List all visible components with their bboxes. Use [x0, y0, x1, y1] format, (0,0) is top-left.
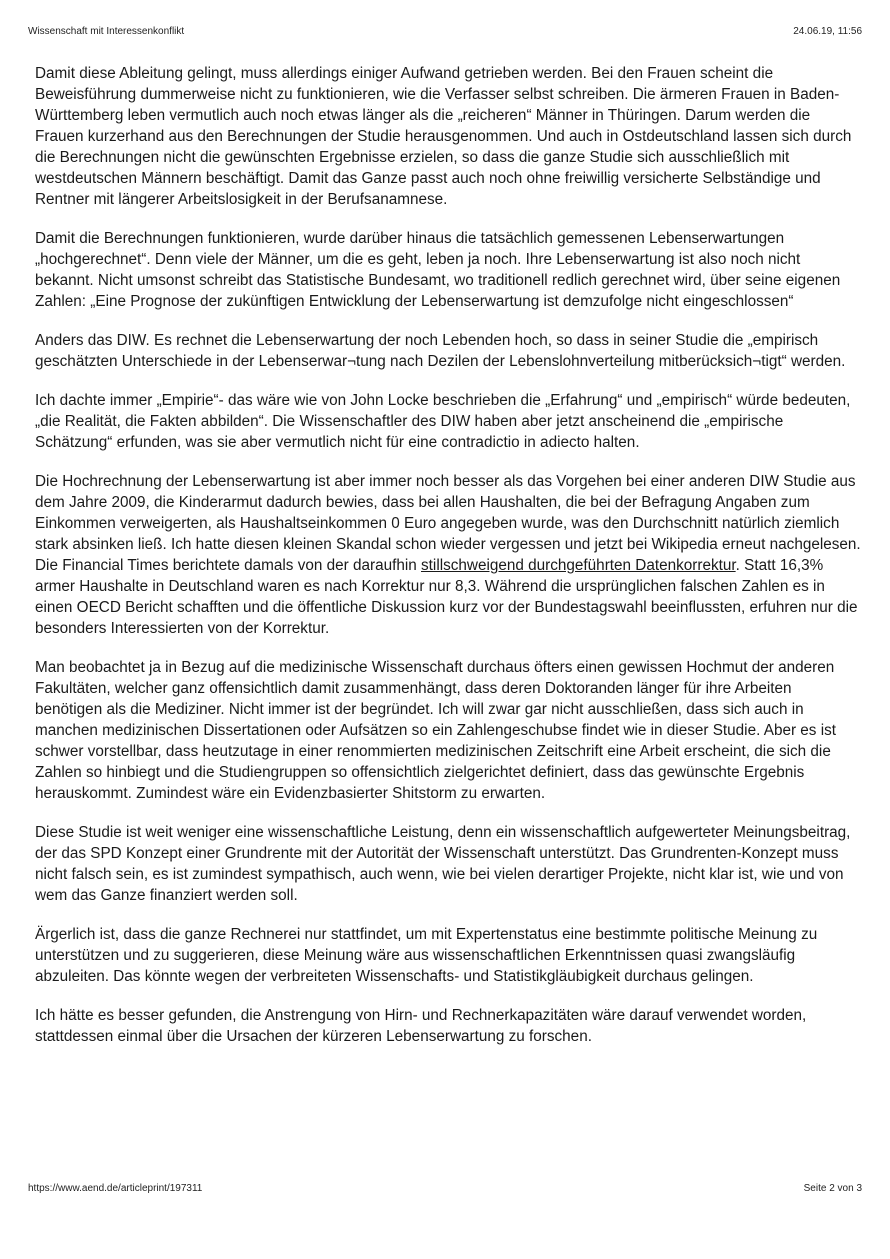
datenkorrektur-link[interactable]: stillschweigend durchgeführten Datenkorrektur: [421, 557, 736, 574]
page-number: Seite 2 von 3: [803, 1183, 862, 1194]
print-footer: [28, 1183, 862, 1197]
paragraph-7: Diese Studie ist weit weniger eine wissenschaftliche Leistung, denn ein wissenschaftlich aufgewerteter Meinungsbeitrag, der das SPD Konzept einer Grundrente mit der Autorität der Wissenschaft unterstützt. Das Grundrenten-Konzept muss nicht falsch sein, es ist zumindest sympathisch, auch wenn, wie bei vielen derartiger Projekte, nicht klar ist, wie und von wem das Ganze finanziert werden soll.: [35, 824, 851, 904]
document-title: Wissenschaft mit Interessenkonflikt: [28, 26, 185, 37]
paragraph-1: Damit diese Ableitung gelingt, muss allerdings einiger Aufwand getrieben werden. Bei den Frauen scheint die Beweisführung dummerweise nicht zu funktionieren, wie die Verfasser selbst schreiben. Die ärmeren Frauen in Baden-Württemberg leben vermutlich auch noch etwas länger als die „reicheren“ Männer in Thüringen. Darum werden die Frauen kurzerhand aus den Berechnungen der Studie herausgenommen. Und auch in Ostdeutschland lassen sich durch die Berechnungen nicht die gewünschten Ergebnisse erzielen, so dass die ganze Studie sich ausschließlich mit westdeutschen Männern beschäftigt. Damit das Ganze passt auch noch ohne freiwillig versicherte Selbständige und Rentner mit längerer Arbeitslosigkeit in der Berufsanamnese.: [35, 65, 852, 208]
paragraph-9: Ich hätte es besser gefunden, die Anstrengung von Hirn- und Rechnerkapazitäten wäre darauf verwendet worden, stattdessen einmal über die Ursachen der kürzeren Lebenserwartung zu forschen.: [35, 1007, 807, 1045]
paragraph-3: Anders das DIW. Es rechnet die Lebenserwartung der noch Lebenden hoch, so dass in seiner Studie die „empirisch geschätzten Unterschiede in der Lebenserwar¬tung nach Dezilen der Lebenslohnverteilung mitberücksich¬tigt“ werden.: [35, 332, 846, 370]
paragraph-5: [35, 471, 861, 639]
print-header: [28, 26, 862, 40]
print-datetime: 24.06.19, 11:56: [793, 26, 862, 37]
paragraph-8: Ärgerlich ist, dass die ganze Rechnerei nur stattfindet, um mit Expertenstatus eine bestimmte politische Meinung zu unterstützen und zu suggerieren, diese Meinung wäre aus wissenschaftlichen Erkenntnissen quasi zwangsläufig abzuleiten. Das könnte wegen der verbreiteten Wissenschafts- und Statistikgläubigkeit durchaus gelingen.: [35, 926, 818, 985]
paragraph-2: Damit die Berechnungen funktionieren, wurde darüber hinaus die tatsächlich gemessenen Lebenserwartungen „hochgerechnet“. Denn viele der Männer, um die es geht, leben ja noch. Ihre Lebenserwartung ist also noch nicht bekannt. Nicht umsonst schreibt das Statistische Bundesamt, wo traditionell redlich gerechnet wird, über seine eigenen Zahlen: „Eine Prognose der zukünftigen Entwicklung der Lebenserwartung ist demzufolge nicht eingeschlossen“: [35, 230, 841, 310]
article-body: [35, 63, 861, 1065]
paragraph-4: Ich dachte immer „Empirie“- das wäre wie von John Locke beschrieben die „Erfahrung“ und „empirisch“ würde bedeuten, „die Realität, die Fakten abbilden“. Die Wissenschaftler des DIW haben aber jetzt anscheinend die „empirische Schätzung“ erfunden, was sie aber vermutlich nicht für eine contradictio in adiecto halten.: [35, 392, 851, 451]
paragraph-5-text-after-link: . Statt 16,3% armer Haushalte in Deutschland waren es nach Korrektur nur 8,3. Während die ursprünglichen falschen Zahlen es in einen OECD Bericht schafften und die öffentliche Diskussion kurz vor der Bundestagswahl beeinflussten, erfuhren nur die besonders Interessierten von der Korrektur.: [35, 557, 858, 637]
article-url: https://www.aend.de/articleprint/197311: [28, 1183, 203, 1194]
paragraph-5-text-before-link: Die Hochrechnung der Lebenserwartung ist aber immer noch besser als das Vorgehen bei einer anderen DIW Studie aus dem Jahre 2009, die Kinderarmut dadurch bewies, dass bei allen Haushalten, die bei der Befragung Angaben zum Einkommen verweigerten, als Haushaltseinkommen 0 Euro angegeben wurde, was den Durchschnitt natürlich ziemlich stark absinken ließ. Ich hatte diesen kleinen Skandal schon wieder vergessen und jetzt bei Wikipedia erneut nachgelesen. Die Financial Times berichtete damals von der daraufhin: [35, 473, 861, 574]
paragraph-6: Man beobachtet ja in Bezug auf die medizinische Wissenschaft durchaus öfters einen gewissen Hochmut der anderen Fakultäten, welcher ganz offensichtlich damit zusammenhängt, dass deren Doktoranden länger für ihre Arbeiten benötigen als die Mediziner. Nicht immer ist der begründet. Ich will zwar gar nicht ausschließen, dass sich auch in manchen medizinischen Dissertationen oder Aufsätzen so ein Zahlengeschubse findet wie in dieser Studie. Aber es ist schwer vorstellbar, dass heutzutage in einer renommierten medizinischen Zeitschrift eine Arbeit erscheint, die sich die Zahlen so hinbiegt und die Studiengruppen so offensichtlich zielgerichtet definiert, dass das gewünschte Ergebnis herauskommt. Zumindest wäre ein Evidenzbasierter Shitstorm zu erwarten.: [35, 659, 837, 802]
